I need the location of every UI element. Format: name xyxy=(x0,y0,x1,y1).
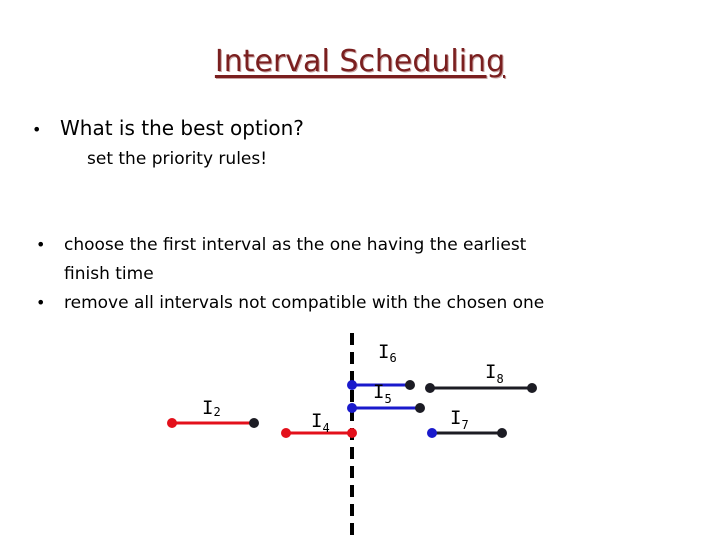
interval-endpoint xyxy=(249,418,259,428)
label-I6: $I_6$ xyxy=(378,341,397,365)
interval-endpoint xyxy=(347,380,357,390)
interval-endpoint xyxy=(425,383,435,393)
interval-endpoint xyxy=(415,403,425,413)
bullet-marker: • xyxy=(36,235,46,254)
interval-endpoint xyxy=(167,418,177,428)
bullet-marker: • xyxy=(36,293,46,312)
interval-endpoint xyxy=(347,403,357,413)
bullet-marker: • xyxy=(32,120,42,139)
rule-1-line-2: finish time xyxy=(64,264,154,284)
question-text: What is the best option? xyxy=(60,116,304,140)
interval-endpoint xyxy=(405,380,415,390)
label-I2: I2 xyxy=(202,397,221,419)
interval-endpoint xyxy=(527,383,537,393)
interval-I2 xyxy=(167,418,259,428)
interval-endpoint xyxy=(427,428,437,438)
question-subtext: set the priority rules! xyxy=(87,149,268,169)
label-I8: $I_8$ xyxy=(485,361,504,386)
label-I7: $I_7$ xyxy=(450,407,469,432)
interval-endpoint xyxy=(497,428,507,438)
label-I4: $I_4$ xyxy=(311,410,330,435)
rule-2-line-1: remove all intervals not compatible with the chosen one xyxy=(64,293,545,313)
interval-endpoint xyxy=(281,428,291,438)
label-I5: $I_5$ xyxy=(373,381,392,406)
interval-I8 xyxy=(425,383,537,393)
rule-1-line-1: choose the first interval as the one having the earliest xyxy=(64,235,527,255)
slide-title: Interval Scheduling xyxy=(214,44,506,79)
interval-endpoint xyxy=(347,428,357,438)
